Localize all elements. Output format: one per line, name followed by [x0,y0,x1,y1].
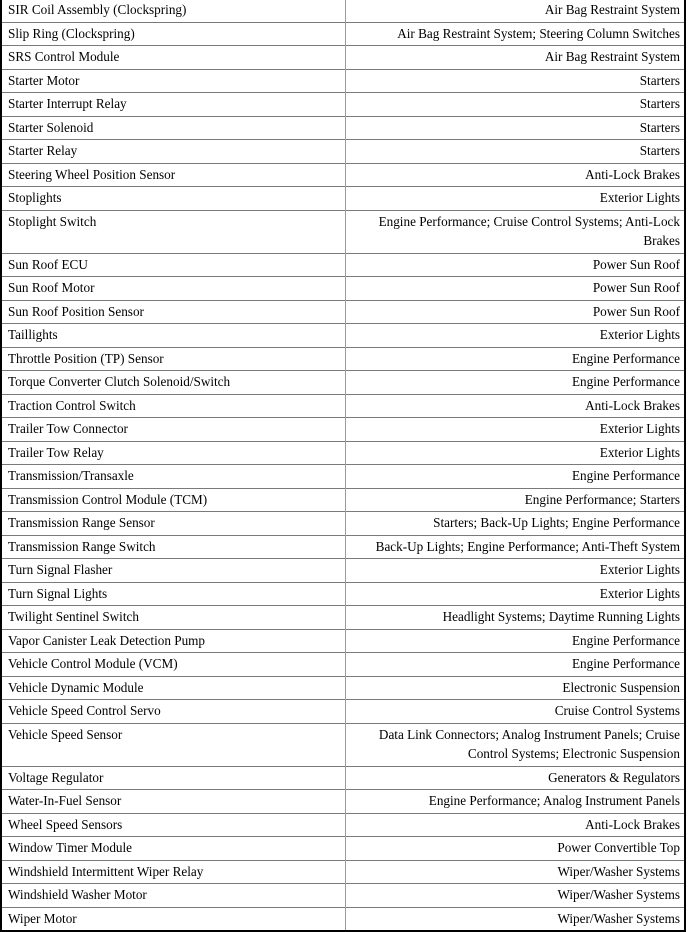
system-name-cell: Starters [639,143,680,158]
component-name-cell: Window Timer Module [1,837,345,861]
table-row [1,837,685,861]
system-name-cell: Anti-Lock Brakes [585,816,680,832]
system-name-cell: Engine Performance [571,350,680,366]
system-name-cell: Starters [639,119,680,135]
system-name-cell: Wiper/Washer Systems [557,887,680,902]
system-name-cell: Anti-Lock Brakes [585,166,680,182]
component-name-cell: Turn Signal Lights [1,582,345,606]
table-row [1,606,685,630]
system-name-cell: Power Sun Roof [592,280,680,295]
system-name-cell: Engine Performance [571,468,680,483]
component-name-cell: Vehicle Dynamic Module [1,676,345,700]
component-name-cell: Throttle Position (TP) Sensor [1,347,345,371]
table-row [1,394,685,418]
table-row [1,535,685,559]
component-name-cell: Transmission/Transaxle [1,465,345,489]
table-row [1,253,685,277]
component-name-cell: Torque Converter Clutch Solenoid/Switch [1,371,345,395]
system-name-cell: Headlight Systems; Daytime Running Lights [442,609,680,624]
table-body [1,0,685,931]
table-row [1,813,685,837]
component-name-cell: Turn Signal Flasher [1,559,345,583]
table-row [1,140,685,164]
table-row [1,163,685,187]
system-name-cell: Air Bag Restraint System; Steering Column Switches [397,25,680,41]
component-name-cell: Water-In-Fuel Sensor [1,790,345,814]
table-row [1,488,685,512]
component-name-cell: Transmission Range Sensor [1,512,345,536]
table-row [1,347,685,371]
system-name-cell: Engine Performance [571,632,680,648]
system-name-cell: Starters; Back-Up Lights; Engine Performance [433,515,680,530]
system-name-cell: Power Sun Roof [592,256,680,272]
component-name-cell: Sun Roof Position Sensor [1,300,345,324]
component-name-cell: SRS Control Module [1,46,345,70]
system-name-cell: Exterior Lights [599,562,680,577]
table-row [1,46,685,70]
table-row [1,559,685,583]
table-row [1,69,685,93]
component-name-cell: Starter Solenoid [1,116,345,140]
component-name-cell: Wheel Speed Sensors [1,813,345,837]
component-name-cell: Windshield Intermittent Wiper Relay [1,860,345,884]
component-name-cell: SIR Coil Assembly (Clockspring) [1,0,345,22]
system-name-cell: Air Bag Restraint System [544,49,680,64]
component-name-cell: Sun Roof ECU [1,253,345,277]
system-name-cell: Cruise Control Systems [554,703,680,718]
component-name-cell: Transmission Control Module (TCM) [1,488,345,512]
system-name-cell: Engine Performance; Starters [524,491,680,507]
system-name-cell: Starters [639,96,680,111]
table-row [1,860,685,884]
component-name-cell: Starter Interrupt Relay [1,93,345,117]
system-name-cell: Back-Up Lights; Engine Performance; Anti-Theft System [375,538,680,554]
system-name-cell: Air Bag Restraint System [544,2,680,17]
component-name-cell: Twilight Sentinel Switch [1,606,345,630]
table-row [1,93,685,117]
component-name-cell: Trailer Tow Connector [1,418,345,442]
table-row [1,187,685,211]
table-row [1,653,685,677]
table-row [1,582,685,606]
component-name-cell: Stoplight Switch [1,210,345,253]
table-row [1,884,685,908]
system-name-cell: Wiper/Washer Systems [557,863,680,879]
system-name-cell: Power Sun Roof [592,303,680,319]
system-name-cell: Anti-Lock Brakes [585,397,680,413]
component-name-cell: Sun Roof Motor [1,277,345,301]
component-name-cell: Trailer Tow Relay [1,441,345,465]
table-row [1,300,685,324]
system-name-cell: Engine Performance [571,656,680,671]
component-name-cell: Traction Control Switch [1,394,345,418]
table-row [1,210,685,253]
table-row [1,465,685,489]
table-row [1,0,685,22]
component-name-cell: Slip Ring (Clockspring) [1,22,345,46]
table-row [1,723,685,766]
component-name-cell: Windshield Washer Motor [1,884,345,908]
component-name-cell: Vehicle Control Module (VCM) [1,653,345,677]
component-name-cell: Vapor Canister Leak Detection Pump [1,629,345,653]
system-name-cell: Exterior Lights [599,327,680,342]
system-name-cell: Data Link Connectors; Analog Instrument Panels; Cruise Control Systems; Electronic Suspension [378,726,680,761]
table-row [1,512,685,536]
table-row [1,441,685,465]
table-row [1,676,685,700]
system-name-cell: Starters [639,72,680,88]
table-row [1,371,685,395]
table-row [1,629,685,653]
table-row [1,324,685,348]
component-name-cell: Voltage Regulator [1,766,345,790]
system-name-cell: Exterior Lights [599,190,680,205]
table-row [1,116,685,140]
component-name-cell: Steering Wheel Position Sensor [1,163,345,187]
table-row [1,277,685,301]
table-row [1,22,685,46]
system-name-cell: Engine Performance; Analog Instrument Panels [428,793,680,808]
table-row [1,907,685,931]
system-name-cell: Generators & Regulators [548,769,680,785]
component-name-cell: Taillights [1,324,345,348]
system-name-cell: Power Convertible Top [557,840,680,855]
system-name-cell: Exterior Lights [599,421,680,436]
component-name-cell: Vehicle Speed Sensor [1,723,345,766]
table-row [1,766,685,790]
component-name-cell: Vehicle Speed Control Servo [1,700,345,724]
system-name-cell: Wiper/Washer Systems [557,910,680,926]
system-name-cell: Engine Performance [571,374,680,389]
table-row [1,700,685,724]
table-row [1,418,685,442]
table-row [1,790,685,814]
system-name-cell: Exterior Lights [599,444,680,460]
system-name-cell: Electronic Suspension [562,679,680,695]
system-name-cell: Engine Performance; Cruise Control Systems; Anti-Lock Brakes [378,213,680,248]
component-name-cell: Starter Relay [1,140,345,164]
component-name-cell: Wiper Motor [1,907,345,931]
component-name-cell: Transmission Range Switch [1,535,345,559]
component-name-cell: Starter Motor [1,69,345,93]
system-name-cell: Exterior Lights [599,585,680,601]
component-name-cell: Stoplights [1,187,345,211]
